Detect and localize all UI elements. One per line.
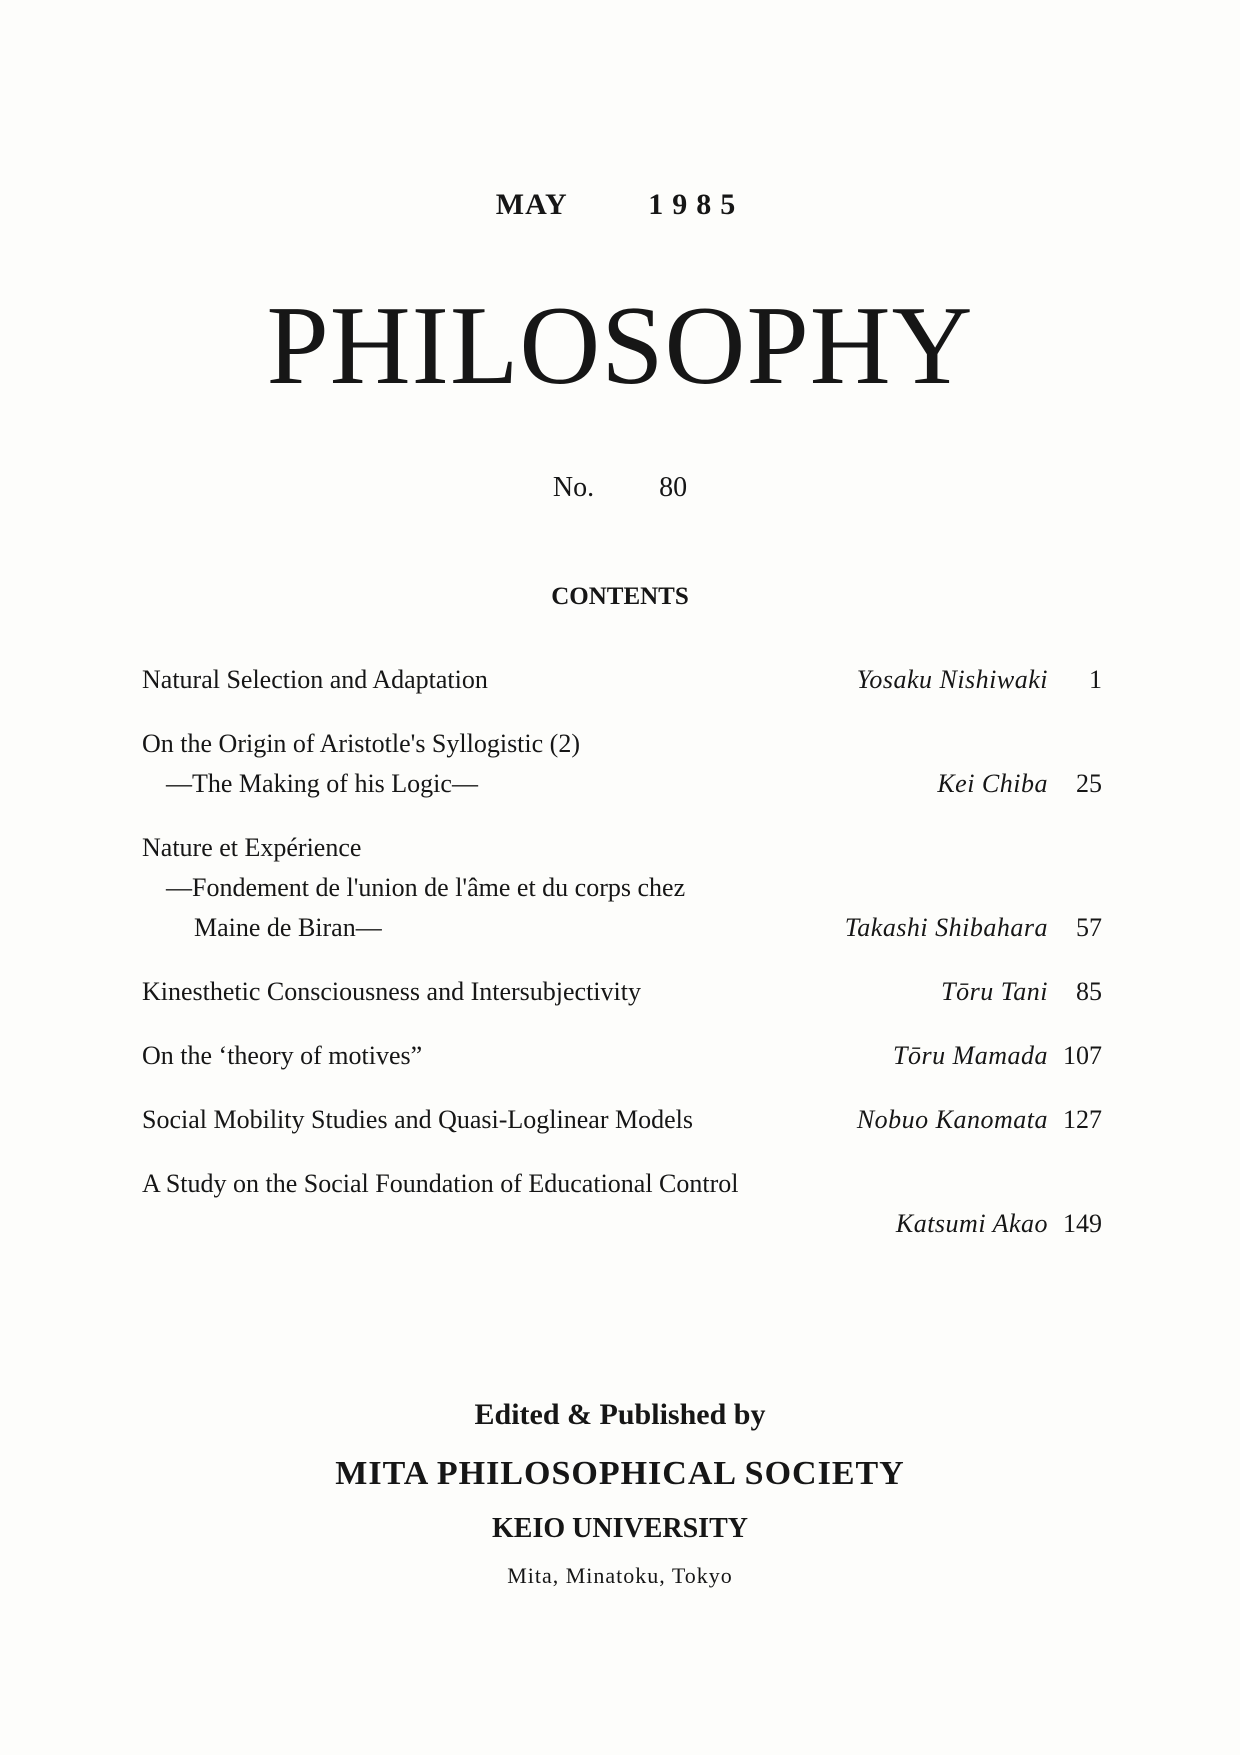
toc-meta	[937, 764, 1102, 804]
toc-entry	[142, 972, 1102, 1012]
toc-meta	[896, 1204, 1102, 1244]
publisher-society: MITA PHILOSOPHICAL SOCIETY	[335, 1455, 905, 1492]
toc-line	[142, 1164, 1102, 1204]
issue-month: MAY	[495, 188, 568, 221]
publisher-address: Mita, Minatoku, Tokyo	[507, 1563, 733, 1588]
toc-title-line: A Study on the Social Foundation of Educational Control	[142, 1169, 739, 1198]
toc-page-number: 107	[1063, 1041, 1102, 1070]
toc-line	[142, 660, 1102, 700]
toc-line	[142, 1100, 1102, 1140]
contents-heading: CONTENTS	[551, 583, 689, 610]
toc-title-line: —Fondement de l'union de l'âme et du corps chez	[166, 873, 686, 902]
toc-line	[142, 1204, 1102, 1244]
toc-title-line: On the ‘theory of motives”	[142, 1041, 423, 1070]
toc-author: Takashi Shibahara	[844, 913, 1048, 942]
toc-meta	[857, 660, 1102, 700]
toc-meta	[941, 972, 1102, 1012]
toc-line	[142, 828, 1102, 868]
toc-line	[142, 1036, 1102, 1076]
toc-line	[142, 908, 1102, 948]
toc-page-number: 57	[1076, 913, 1102, 942]
toc-author: Yosaku Nishiwaki	[856, 665, 1048, 694]
toc-meta	[893, 1036, 1102, 1076]
toc-entry	[142, 724, 1102, 804]
toc-title-line: Maine de Biran—	[194, 913, 382, 942]
issue-number-label: No.	[552, 472, 595, 503]
toc-page-number: 85	[1076, 977, 1102, 1006]
issue-number-value: 80	[659, 472, 688, 503]
toc-page-number: 1	[1089, 665, 1102, 694]
toc-page-number: 127	[1063, 1105, 1102, 1134]
issue-number	[0, 472, 1240, 504]
toc-line	[142, 972, 1102, 1012]
journal-title: PHILOSOPHY	[266, 284, 974, 408]
toc-title-line: Social Mobility Studies and Quasi-Loglinear Models	[142, 1105, 693, 1134]
toc-entry	[142, 828, 1102, 948]
toc-author: Katsumi Akao	[895, 1209, 1048, 1238]
toc-title-line: On the Origin of Aristotle's Syllogistic (2)	[142, 729, 580, 758]
toc-meta	[845, 908, 1102, 948]
toc-line	[142, 868, 1102, 908]
toc-line	[142, 764, 1102, 804]
toc-line	[142, 724, 1102, 764]
toc-title-line: —The Making of his Logic—	[166, 769, 478, 798]
toc-entry	[142, 1036, 1102, 1076]
toc-page-number: 149	[1063, 1209, 1102, 1238]
toc-title-line: Kinesthetic Consciousness and Intersubjectivity	[142, 977, 641, 1006]
toc-author: Tōru Mamada	[892, 1041, 1048, 1070]
toc-entry	[142, 1100, 1102, 1140]
toc-entry	[142, 1164, 1102, 1244]
toc-author: Tōru Tani	[941, 977, 1048, 1006]
toc-entry	[142, 660, 1102, 700]
toc-meta	[857, 1100, 1102, 1140]
toc-title-line: Nature et Expérience	[142, 833, 362, 862]
toc-page-number: 25	[1076, 769, 1102, 798]
toc-author: Kei Chiba	[937, 769, 1048, 798]
toc-author: Nobuo Kanomata	[856, 1105, 1048, 1134]
toc-title-line: Natural Selection and Adaptation	[142, 665, 488, 694]
issue-year: 1985	[648, 188, 745, 221]
publisher-university: KEIO UNIVERSITY	[492, 1513, 748, 1544]
issue-date	[0, 188, 1240, 222]
table-of-contents	[142, 660, 1102, 1268]
publisher-credit: Edited & Published by	[474, 1398, 766, 1431]
